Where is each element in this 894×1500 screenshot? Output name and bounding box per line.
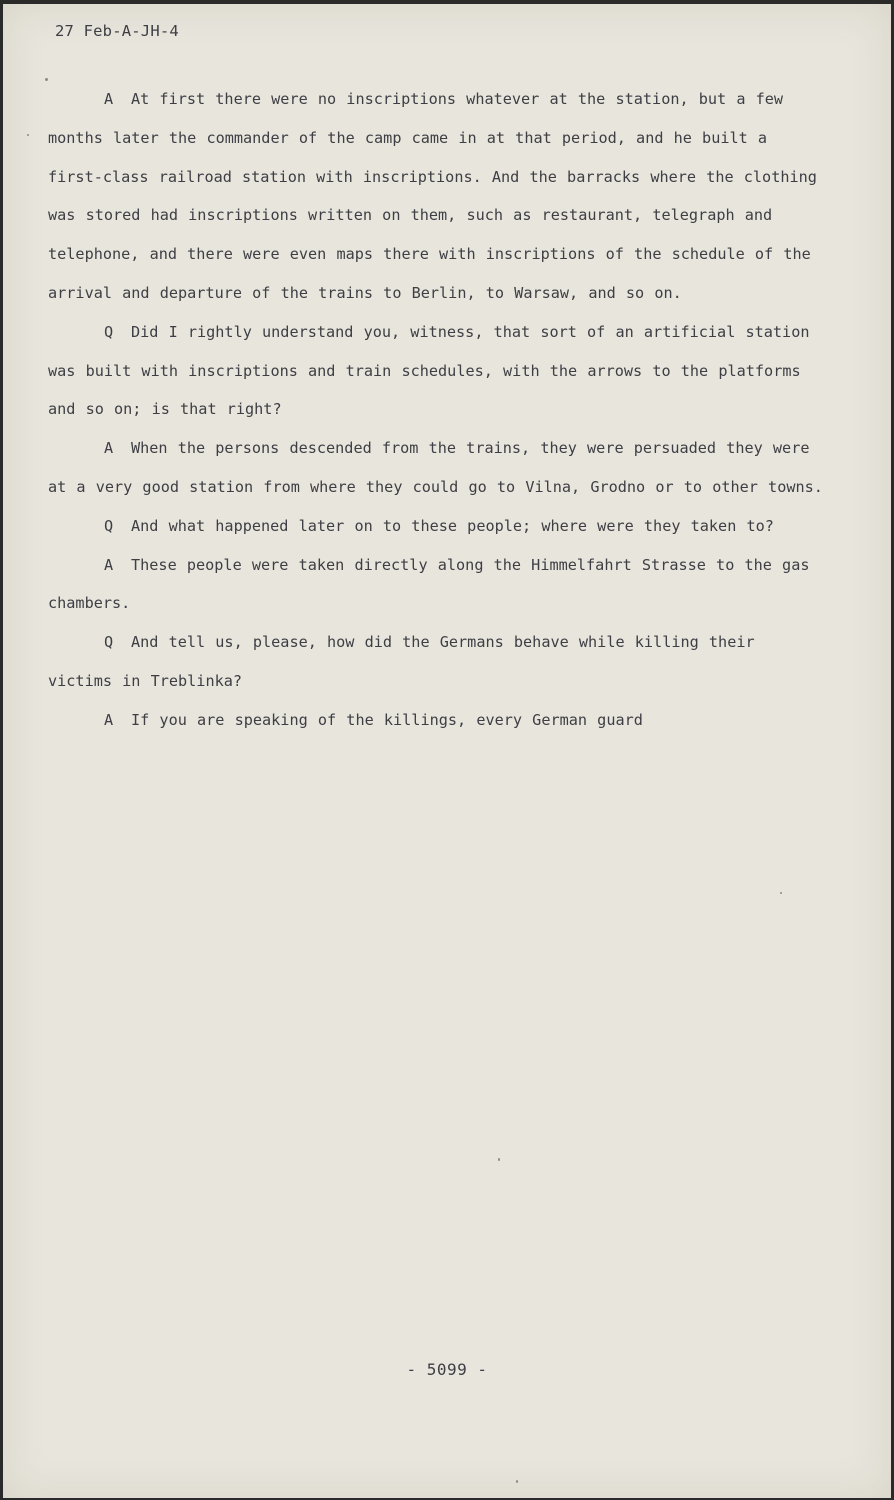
paragraph-4 bbox=[48, 507, 824, 546]
paragraph-text: And tell us, please, how did the Germans behave while killing their victims in Treblinka? bbox=[48, 633, 755, 690]
paragraph-2 bbox=[48, 313, 824, 429]
paragraph-text: At first there were no inscriptions whatever at the station, but a few months later the commander of the camp came in at that period, and he built a first-class railroad station with inscriptions. And the barracks where the clothing was stored had inscriptions written on them, such as restaurant, telegraph and telephone, and there were even maps there with inscriptions of the schedule of the arrival and departure of the trains to Berlin, to Warsaw, and so on. bbox=[48, 90, 817, 302]
paragraph-text: When the persons descended from the trains, they were persuaded they were at a very good station from where they could go to Vilna, Grodno or to other towns. bbox=[48, 439, 823, 496]
speaker-label: A bbox=[104, 439, 114, 458]
paragraph-5 bbox=[48, 546, 824, 624]
speaker-label: Q bbox=[104, 516, 114, 535]
paper-speck bbox=[780, 892, 782, 894]
paper-speck bbox=[516, 1480, 518, 1483]
paragraph-text: And what happened later on to these people; where were they taken to? bbox=[131, 516, 774, 535]
speaker-label: A bbox=[104, 555, 114, 574]
paragraph-text: Did I rightly understand you, witness, that sort of an artificial station was built with inscriptions and train schedules, with the arrows to the platforms and so on; is that right? bbox=[48, 322, 810, 419]
paper-speck bbox=[45, 78, 48, 81]
paragraph-7 bbox=[48, 701, 824, 740]
paper-speck bbox=[27, 134, 29, 136]
speaker-label: Q bbox=[104, 633, 114, 652]
page-number: - 5099 - bbox=[406, 1360, 488, 1379]
speaker-label: Q bbox=[104, 322, 114, 341]
paragraph-1 bbox=[48, 80, 824, 313]
paragraph-text: These people were taken directly along the Himmelfahrt Strasse to the gas chambers. bbox=[48, 555, 810, 613]
speaker-label: A bbox=[104, 710, 114, 729]
document-page bbox=[3, 4, 891, 1498]
paper-speck bbox=[498, 1158, 500, 1161]
paragraph-6 bbox=[48, 623, 824, 701]
paragraph-3 bbox=[48, 429, 824, 507]
speaker-label: A bbox=[104, 90, 114, 108]
paragraph-text: If you are speaking of the killings, every German guard bbox=[131, 710, 643, 729]
testimony-body bbox=[48, 80, 824, 740]
document-header: 27 Feb-A-JH-4 bbox=[55, 22, 179, 40]
